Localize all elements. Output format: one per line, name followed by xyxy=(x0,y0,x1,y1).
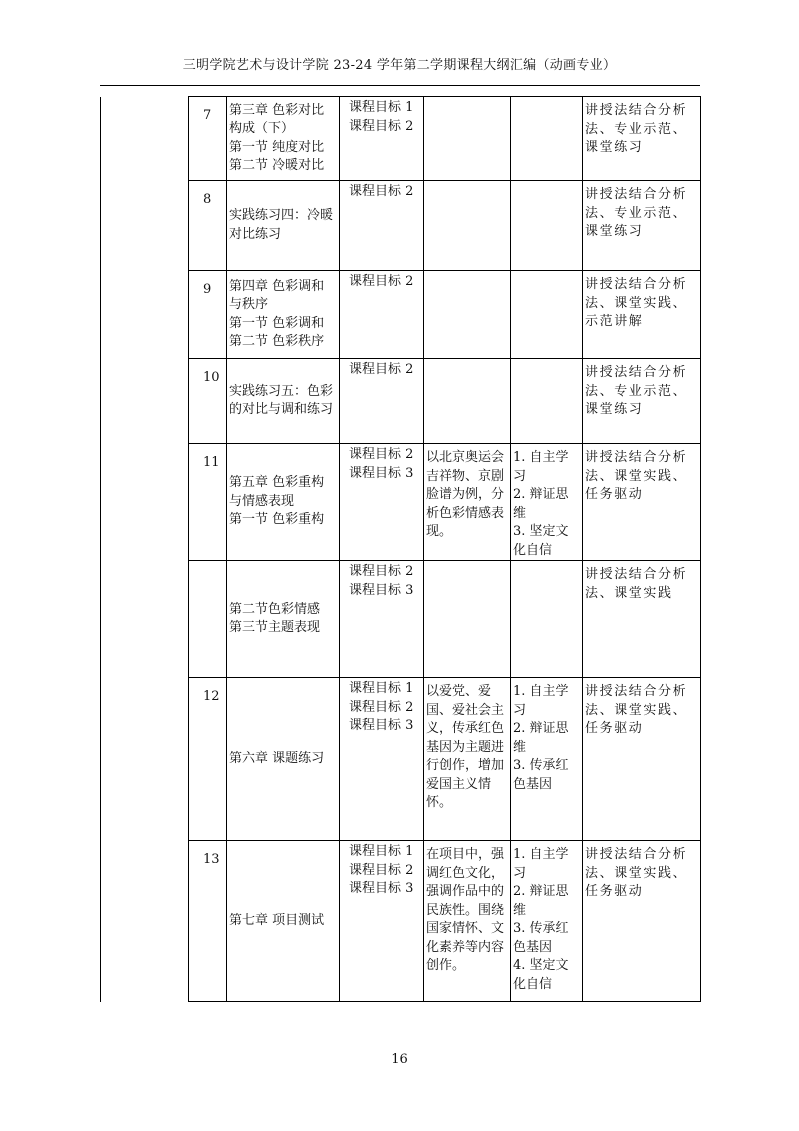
table-row xyxy=(101,359,701,444)
week-cell: 13 xyxy=(189,841,227,1002)
course-schedule-table xyxy=(100,96,701,1002)
margin-cell xyxy=(101,359,189,444)
ideology-cell: 以爱党、爱国、爱社会主义，传承红色基因为主题进行创作，增加爱国主义情怀。 xyxy=(424,678,511,841)
week-cell: 10 xyxy=(189,359,227,444)
table-row xyxy=(101,97,701,181)
topic-line: 第一节 纯度对比 xyxy=(229,139,325,155)
topic-line: 第二节 冷暖对比 xyxy=(229,158,325,173)
table-row xyxy=(101,678,701,841)
table-row xyxy=(101,271,701,359)
topic-cell xyxy=(227,359,340,444)
goals-cell xyxy=(340,678,424,841)
goals-cell xyxy=(340,181,424,271)
goals-cell xyxy=(340,841,424,1002)
method-cell: 讲授法结合分析法、专业示范、课堂练习 xyxy=(583,359,701,444)
goal-line: 课程目标 1 xyxy=(349,100,414,115)
margin-cell xyxy=(101,271,189,359)
ideology-cell: 以北京奥运会吉祥物、京剧脸谱为例，分析色彩情感表现。 xyxy=(424,444,511,561)
goals-cell xyxy=(340,271,424,359)
method-cell: 讲授法结合分析法、课堂实践、任务驱动 xyxy=(583,444,701,561)
goal-line: 课程目标 2 xyxy=(349,362,414,377)
topic-line: 第一节 色彩调和 xyxy=(229,315,325,331)
value-line: 1. 自主学习 xyxy=(513,684,569,718)
values-cell xyxy=(511,359,583,444)
method-cell: 讲授法结合分析法、课堂实践、示范讲解 xyxy=(583,271,701,359)
values-cell xyxy=(511,97,583,181)
method-cell: 讲授法结合分析法、课堂实践、任务驱动 xyxy=(583,678,701,841)
value-line: 2. 辩证思维 xyxy=(513,721,569,755)
value-line: 1. 自主学习 xyxy=(513,847,569,881)
margin-cell xyxy=(101,678,189,841)
values-cell xyxy=(511,181,583,271)
goals-cell xyxy=(340,444,424,561)
week-cell: 7 xyxy=(189,97,227,181)
values-cell xyxy=(511,561,583,678)
topic-line: 第五章 色彩重构与情感表现 xyxy=(229,475,325,509)
topic-line: 第二节 色彩秩序 xyxy=(229,334,325,349)
goals-cell xyxy=(340,359,424,444)
topic-cell xyxy=(227,678,340,841)
margin-cell xyxy=(101,97,189,181)
topic-cell xyxy=(227,271,340,359)
topic-line: 第三章 色彩对比构成（下） xyxy=(229,102,325,136)
goal-line: 课程目标 2 xyxy=(349,184,414,199)
values-cell xyxy=(511,444,583,561)
value-line: 3. 坚定文化自信 xyxy=(513,524,569,558)
values-cell xyxy=(511,678,583,841)
method-cell: 讲授法结合分析法、专业示范、课堂练习 xyxy=(583,181,701,271)
topic-line: 第七章 项目测试 xyxy=(229,912,325,928)
topic-line: 第六章 课题练习 xyxy=(229,750,325,766)
goals-cell xyxy=(340,97,424,181)
table-row xyxy=(101,444,701,561)
goal-line: 课程目标 2 xyxy=(349,274,414,289)
week-cell: 11 xyxy=(189,444,227,561)
method-cell: 讲授法结合分析法、专业示范、课堂练习 xyxy=(583,97,701,181)
goal-line: 课程目标 1 xyxy=(349,844,414,859)
margin-cell xyxy=(101,561,189,678)
ideology-cell xyxy=(424,271,511,359)
values-cell xyxy=(511,841,583,1002)
value-line: 4. 坚定文化自信 xyxy=(513,958,569,992)
table-row xyxy=(101,841,701,1002)
week-cell: 8 xyxy=(189,181,227,271)
topic-line: 实践练习四：冷暖对比练习 xyxy=(229,208,334,242)
week-cell: 9 xyxy=(189,271,227,359)
topic-cell xyxy=(227,561,340,678)
page-header: 三明学院艺术与设计学院 23-24 学年第二学期课程大纲汇编（动画专业） xyxy=(182,58,617,73)
topic-line: 第三节主题表现 xyxy=(229,620,321,635)
topic-line: 第四章 色彩调和与秩序 xyxy=(229,278,325,312)
values-cell xyxy=(511,271,583,359)
goal-line: 课程目标 3 xyxy=(349,465,414,481)
header-rule xyxy=(100,85,700,86)
goal-line: 课程目标 3 xyxy=(349,582,414,598)
goal-line: 课程目标 2 xyxy=(349,447,414,462)
topic-line: 第一节 色彩重构 xyxy=(229,512,325,528)
topic-cell xyxy=(227,97,340,181)
ideology-cell xyxy=(424,359,511,444)
goal-line: 课程目标 1 xyxy=(349,681,414,696)
ideology-cell xyxy=(424,181,511,271)
topic-line: 实践练习五：色彩的对比与调和练习 xyxy=(229,383,334,417)
ideology-cell xyxy=(424,97,511,181)
goal-line: 课程目标 2 xyxy=(349,118,414,134)
week-cell: 12 xyxy=(189,678,227,841)
goal-line: 课程目标 3 xyxy=(349,718,414,733)
method-cell: 讲授法结合分析法、课堂实践 xyxy=(583,561,701,678)
goal-line: 课程目标 2 xyxy=(349,862,414,878)
ideology-cell xyxy=(424,561,511,678)
goals-cell xyxy=(340,561,424,678)
goal-line: 课程目标 2 xyxy=(349,699,414,715)
value-line: 2. 辩证思维 xyxy=(513,884,569,918)
value-line: 3. 传承红色基因 xyxy=(513,758,569,792)
topic-cell xyxy=(227,444,340,561)
margin-cell xyxy=(101,444,189,561)
goal-line: 课程目标 3 xyxy=(349,881,414,896)
topic-cell xyxy=(227,841,340,1002)
week-cell xyxy=(189,561,227,678)
value-line: 3. 传承红色基因 xyxy=(513,921,569,955)
ideology-cell: 在项目中，强调红色文化，强调作品中的民族性。围绕国家情怀、文化素养等内容创作。 xyxy=(424,841,511,1002)
table-row xyxy=(101,561,701,678)
margin-cell xyxy=(101,181,189,271)
goal-line: 课程目标 2 xyxy=(349,564,414,579)
margin-cell xyxy=(101,841,189,1002)
table-row xyxy=(101,181,701,271)
topic-cell xyxy=(227,181,340,271)
method-cell: 讲授法结合分析法、课堂实践、任务驱动 xyxy=(583,841,701,1002)
page-number: 16 xyxy=(391,1052,408,1067)
value-line: 1. 自主学习 xyxy=(513,450,569,484)
topic-line: 第二节色彩情感 xyxy=(229,601,321,617)
value-line: 2. 辩证思维 xyxy=(513,487,569,521)
